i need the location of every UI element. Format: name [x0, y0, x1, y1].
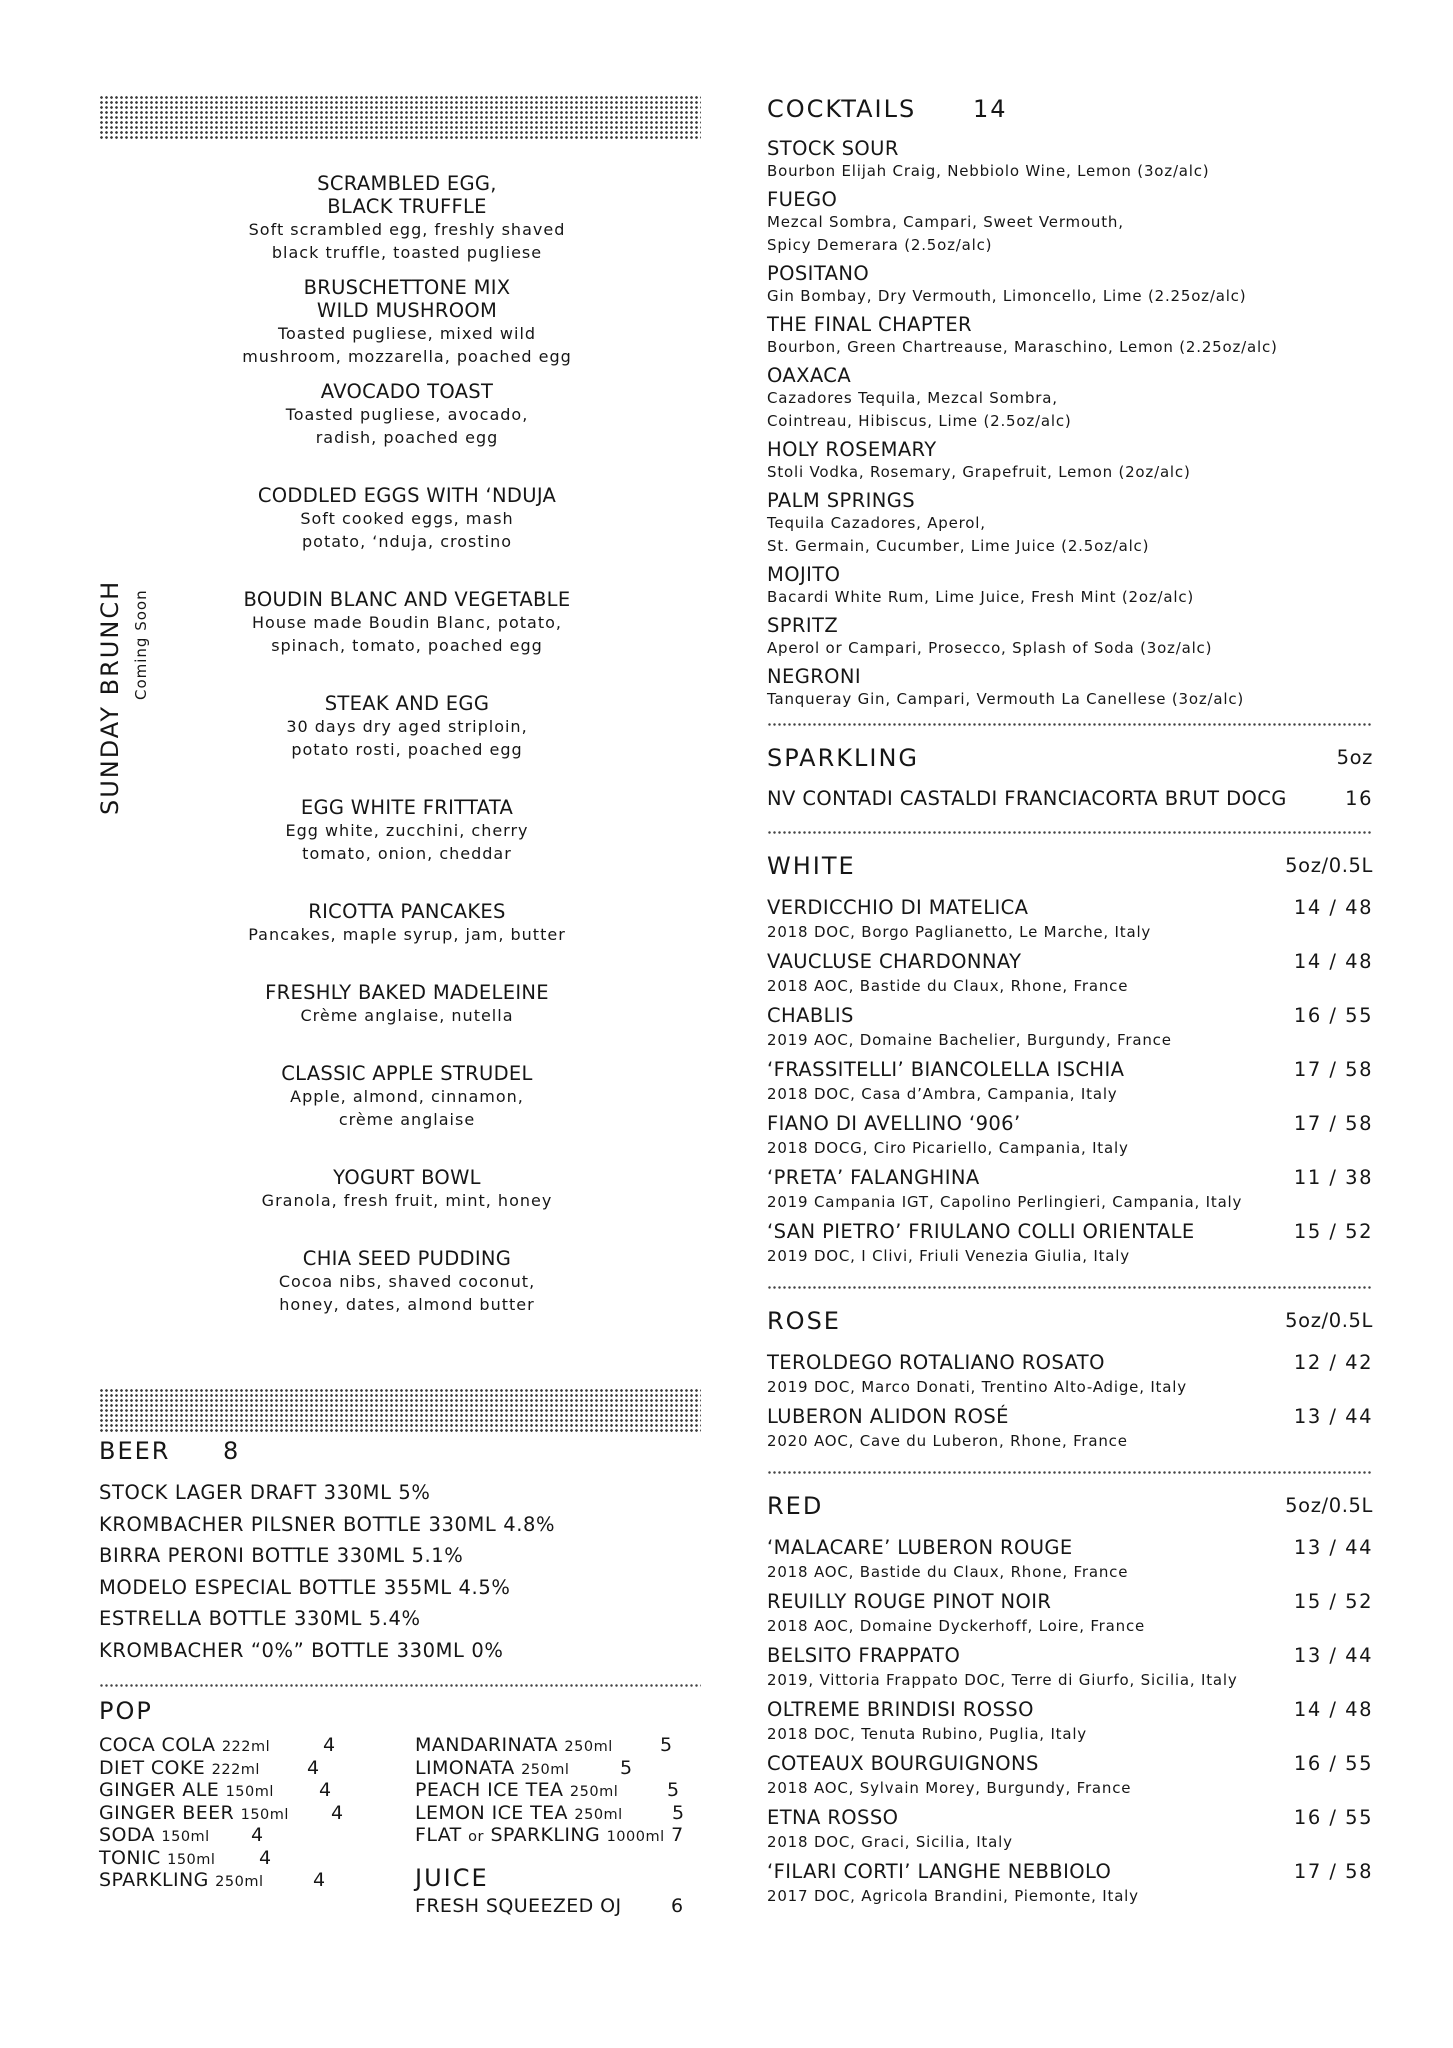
wine-name: VAUCLUSE CHARDONNAY: [767, 950, 1022, 973]
section-divider: [767, 831, 1373, 834]
brunch-item-desc: Granola, fresh fruit, mint, honey: [261, 1191, 553, 1210]
wine-name: LUBERON ALIDON ROSÉ: [767, 1405, 1009, 1428]
brunch-item-name-line2: WILD MUSHROOM: [316, 299, 498, 322]
beer-list: [99, 1481, 699, 1670]
pop-item-size: 250ml: [564, 1739, 613, 1755]
wine-item: [767, 1405, 1373, 1459]
brunch-item: [232, 1247, 582, 1351]
brunch-vertical-heading: [96, 579, 156, 820]
pop-item-price: 5: [620, 1756, 633, 1779]
wine-price: 13 / 44: [1293, 1536, 1373, 1559]
pop-item-price: 4: [313, 1869, 326, 1891]
pop-item-size: 250ml: [521, 1761, 570, 1778]
beer-item: KROMBACHER PILSNER BOTTLE 330ML 4.8%: [99, 1512, 556, 1536]
cocktail-item: [767, 490, 1373, 558]
cocktail-item: [767, 564, 1373, 609]
brunch-item-name: STEAK AND EGG: [324, 692, 490, 715]
pop-item-name: LEMON ICE TEA: [415, 1801, 568, 1824]
wine-desc: 2018 DOCG, Ciro Picariello, Campania, Italy: [767, 1139, 1129, 1157]
wine-item: [767, 1058, 1373, 1112]
pop-item-size: 150ml: [161, 1829, 210, 1845]
wine-desc: 2019, Vittoria Frappato DOC, Terre di Giurfo, Sicilia, Italy: [767, 1671, 1238, 1689]
pop-item-or: or: [468, 1829, 484, 1845]
cocktail-desc: Gin Bombay, Dry Vermouth, Limoncello, Lime (2.25oz/alc): [767, 287, 1247, 305]
pop-item-name: GINGER BEER: [99, 1801, 235, 1824]
pop-item: [415, 1757, 705, 1780]
pop-item-price: 5: [672, 1801, 685, 1824]
brunch-item-desc: House made Boudin Blanc, potato,: [252, 613, 562, 632]
wine-name: NV CONTADI CASTALDI FRANCIACORTA BRUT DOCG: [767, 787, 1287, 810]
pop-item-name: TONIC: [99, 1846, 161, 1869]
brunch-item: [232, 484, 582, 588]
pop-item-price: 4: [331, 1801, 344, 1824]
cocktail-name: HOLY ROSEMARY: [767, 438, 937, 461]
brunch-list: [232, 172, 582, 1351]
section-divider: [767, 723, 1373, 726]
pop-item-price: 7: [671, 1824, 684, 1846]
pop-item: [99, 1869, 359, 1892]
juice-item-price: 6: [671, 1895, 684, 1917]
brunch-item-desc: Cocoa nibs, shaved coconut,: [278, 1272, 536, 1291]
brunch-item: [232, 1166, 582, 1247]
brunch-item-name: RICOTTA PANCAKES: [308, 900, 506, 923]
red-unit: 5oz/0.5L: [1285, 1494, 1373, 1517]
beer-title: BEER: [99, 1437, 171, 1465]
brunch-item-name: BOUDIN BLANC AND VEGETABLE: [243, 588, 571, 611]
brunch-item-name: CHIA SEED PUDDING: [302, 1247, 512, 1270]
pop-list-left: [99, 1734, 359, 1892]
brunch-item-name: SCRAMBLED EGG,: [317, 172, 497, 195]
pop-item: [99, 1802, 359, 1825]
brunch-item-desc-line2: tomato, onion, cheddar: [302, 844, 512, 863]
white-list: [767, 896, 1373, 1274]
cocktail-desc-line2: Cointreau, Hibiscus, Lime (2.5oz/alc): [767, 412, 1072, 430]
brunch-item-desc: Toasted pugliese, mixed wild: [277, 324, 537, 343]
cocktail-item: [767, 439, 1373, 484]
brunch-item-desc-line2: radish, poached egg: [315, 428, 499, 447]
brunch-item-desc: Egg white, zucchini, cherry: [285, 821, 529, 840]
wine-price: 14 / 48: [1293, 950, 1373, 973]
wine-price: 13 / 44: [1293, 1644, 1373, 1667]
brunch-item-desc-line2: black truffle, toasted pugliese: [271, 243, 543, 262]
brunch-item-name: FRESHLY BAKED MADELEINE: [265, 981, 549, 1004]
wine-desc: 2019 DOC, Marco Donati, Trentino Alto-Adige, Italy: [767, 1378, 1187, 1396]
cocktail-name: THE FINAL CHAPTER: [767, 313, 973, 336]
beer-item: BIRRA PERONI BOTTLE 330ML 5.1%: [99, 1544, 464, 1567]
pop-item: [415, 1734, 705, 1757]
pop-item-name: FLAT: [415, 1824, 462, 1846]
cocktail-item: [767, 189, 1373, 257]
brunch-item-name: CLASSIC APPLE STRUDEL: [281, 1062, 533, 1085]
pop-item-name: LIMONATA: [415, 1756, 515, 1779]
pop-list-right: [415, 1734, 705, 1847]
wine-desc: 2018 AOC, Domaine Dyckerhoff, Loire, France: [767, 1617, 1146, 1635]
juice-item: [415, 1895, 695, 1918]
pop-item-name: PEACH ICE TEA: [415, 1779, 564, 1801]
wine-desc: 2019 AOC, Domaine Bachelier, Burgundy, France: [767, 1031, 1172, 1049]
pop-item: [415, 1802, 705, 1825]
cocktails-title: COCKTAILS: [767, 95, 917, 123]
brunch-item: [232, 900, 582, 981]
brunch-subtitle: Coming Soon: [132, 589, 150, 700]
wine-desc: 2018 DOC, Graci, Sicilia, Italy: [767, 1833, 1013, 1851]
cocktail-desc: Bacardi White Rum, Lime Juice, Fresh Mint (2oz/alc): [767, 588, 1195, 606]
pop-item-size: 250ml: [215, 1874, 264, 1890]
wine-name: ETNA ROSSO: [767, 1806, 899, 1829]
wine-desc: 2019 Campania IGT, Capolino Perlingieri, Campania, Italy: [767, 1193, 1243, 1211]
pop-item-size: 250ml: [569, 1784, 619, 1800]
juice-item-name: FRESH SQUEEZED OJ: [415, 1895, 622, 1917]
beer-item: MODELO ESPECIAL BOTTLE 355ML 4.5%: [99, 1575, 511, 1599]
white-unit: 5oz/0.5L: [1285, 854, 1373, 877]
cocktail-item: [767, 314, 1373, 359]
beer-item: STOCK LAGER DRAFT 330ML 5%: [99, 1481, 431, 1504]
cocktail-desc: Tequila Cazadores, Aperol,: [767, 514, 986, 532]
wine-item: [767, 950, 1373, 1004]
pop-item-size: 150ml: [240, 1806, 289, 1823]
wine-item: [767, 1590, 1373, 1644]
brunch-title: SUNDAY BRUNCH: [96, 579, 124, 815]
pop-title: POP: [99, 1697, 153, 1725]
red-heading: [767, 1492, 1373, 1536]
cocktail-desc: Aperol or Campari, Prosecco, Splash of Soda (3oz/alc): [767, 639, 1213, 657]
wine-item: [767, 1112, 1373, 1166]
wine-price: 11 / 38: [1293, 1166, 1373, 1189]
rose-title: ROSE: [767, 1307, 841, 1335]
beer-item: KROMBACHER “0%” BOTTLE 330ML 0%: [99, 1638, 504, 1662]
pop-item: [99, 1757, 359, 1780]
brunch-item-desc-line2: honey, dates, almond butter: [279, 1295, 535, 1314]
wine-item: [767, 1698, 1373, 1752]
wine-desc: 2019 DOC, I Clivi, Friuli Venezia Giulia, Italy: [767, 1247, 1130, 1265]
wine-desc: 2018 DOC, Borgo Paglianetto, Le Marche, Italy: [767, 923, 1152, 941]
beer-price: 8: [223, 1437, 241, 1465]
pop-item: [415, 1824, 705, 1847]
wine-price: 16 / 55: [1293, 1004, 1373, 1027]
wine-price: 16 / 55: [1293, 1752, 1373, 1775]
wine-name: VERDICCHIO DI MATELICA: [767, 896, 1029, 919]
rose-unit: 5oz/0.5L: [1285, 1309, 1373, 1332]
rose-list: [767, 1351, 1373, 1459]
brunch-item: [232, 380, 582, 484]
cocktail-desc: Mezcal Sombra, Campari, Sweet Vermouth,: [767, 213, 1124, 231]
cocktail-name: MOJITO: [767, 563, 841, 586]
brunch-item-desc-line2: potato, ‘nduja, crostino: [302, 532, 512, 551]
beer-item: ESTRELLA BOTTLE 330ML 5.4%: [99, 1607, 421, 1630]
cocktails-heading: [767, 95, 1373, 138]
bottom-dot-band: [99, 1388, 701, 1434]
wine-item: [767, 1166, 1373, 1220]
brunch-item-name-line2: BLACK TRUFFLE: [327, 195, 487, 218]
white-heading: [767, 852, 1373, 896]
wine-name: ‘FRASSITELLI’ BIANCOLELLA ISCHIA: [767, 1058, 1125, 1081]
pop-item-price: 5: [667, 1779, 680, 1801]
pop-item-size: 150ml: [167, 1851, 216, 1868]
cocktail-name: NEGRONI: [767, 665, 862, 688]
brunch-item-name: BRUSCHETTONE MIX: [303, 276, 511, 299]
wine-item: [767, 1752, 1373, 1806]
cocktail-item: [767, 615, 1373, 660]
cocktail-desc-line2: St. Germain, Cucumber, Lime Juice (2.5oz/alc): [767, 537, 1150, 555]
beer-heading: [99, 1437, 241, 1465]
pop-item-name: COCA COLA: [99, 1734, 216, 1756]
cocktail-desc: Tanqueray Gin, Campari, Vermouth La Canellese (3oz/alc): [767, 690, 1245, 708]
sparkling-item: [767, 787, 1373, 825]
sparkling-title: SPARKLING: [767, 744, 920, 772]
brunch-item: [232, 796, 582, 900]
pop-item-name: MANDARINATA: [415, 1734, 558, 1756]
wine-name: COTEAUX BOURGUIGNONS: [767, 1752, 1039, 1775]
pop-item-name: SPARKLING: [99, 1869, 209, 1891]
section-divider: [767, 1286, 1373, 1289]
wine-item: [767, 1644, 1373, 1698]
wine-name: BELSITO FRAPPATO: [767, 1644, 961, 1667]
wine-price: 12 / 42: [1293, 1351, 1373, 1374]
wine-item: [767, 1004, 1373, 1058]
wine-desc: 2018 AOC, Bastide du Claux, Rhone, France: [767, 977, 1129, 995]
cocktail-name: FUEGO: [767, 188, 838, 211]
white-title: WHITE: [767, 852, 856, 880]
pop-item: [99, 1847, 359, 1870]
wine-price: 13 / 44: [1293, 1405, 1373, 1428]
wine-desc: 2018 DOC, Casa d’Ambra, Campania, Italy: [767, 1085, 1118, 1103]
pop-item-price: 5: [660, 1734, 673, 1756]
wine-name: ‘PRETA’ FALANGHINA: [767, 1166, 980, 1189]
wine-price: 17 / 58: [1293, 1112, 1373, 1135]
brunch-item: [232, 172, 582, 276]
wine-name: ‘FILARI CORTI’ LANGHE NEBBIOLO: [767, 1860, 1112, 1883]
cocktail-desc: Bourbon Elijah Craig, Nebbiolo Wine, Lemon (3oz/alc): [767, 162, 1210, 180]
pop-item-size: 222ml: [221, 1739, 271, 1755]
cocktail-item: [767, 138, 1373, 183]
brunch-item-name: CODDLED EGGS WITH ‘NDUJA: [257, 484, 557, 507]
pop-item-size: 250ml: [574, 1806, 623, 1823]
pop-item: [99, 1824, 359, 1847]
wine-item: [767, 896, 1373, 950]
pop-item-name: DIET COKE: [99, 1756, 206, 1779]
pop-item-name: GINGER ALE: [99, 1779, 220, 1801]
brunch-item-desc: Soft cooked eggs, mash: [300, 509, 514, 528]
brunch-item-desc-line2: spinach, tomato, poached egg: [271, 636, 543, 655]
pop-item-price: 4: [259, 1846, 272, 1869]
brunch-item-desc-line2: crème anglaise: [338, 1110, 476, 1129]
pop-item-price: 4: [251, 1824, 264, 1846]
sparkling-heading: [767, 744, 1373, 787]
wine-price: 16 / 55: [1293, 1806, 1373, 1829]
cocktail-desc: Bourbon, Green Chartreause, Maraschino, Lemon (2.25oz/alc): [767, 338, 1278, 356]
brunch-item: [232, 981, 582, 1062]
wine-name: ‘SAN PIETRO’ FRIULANO COLLI ORIENTALE: [767, 1220, 1195, 1243]
pop-item-name: SODA: [99, 1824, 155, 1846]
pop-item: [415, 1779, 705, 1802]
wine-item: [767, 1536, 1373, 1590]
cocktail-item: [767, 365, 1373, 433]
rose-heading: [767, 1307, 1373, 1351]
cocktail-desc-line2: Spicy Demerara (2.5oz/alc): [767, 236, 993, 254]
brunch-item: [232, 588, 582, 692]
cocktail-name: SPRITZ: [767, 614, 839, 637]
wine-name: CHABLIS: [767, 1004, 854, 1027]
brunch-item-name: YOGURT BOWL: [333, 1166, 481, 1189]
cocktail-name: PALM SPRINGS: [767, 489, 916, 512]
cocktail-name: POSITANO: [767, 262, 870, 285]
wine-desc: 2020 AOC, Cave du Luberon, Rhone, France: [767, 1432, 1128, 1450]
brunch-item-desc: Apple, almond, cinnamon,: [290, 1087, 524, 1106]
pop-item-price: 4: [323, 1734, 336, 1756]
wine-name: FIANO DI AVELLINO ‘906’: [767, 1112, 1021, 1135]
wine-price: 14 / 48: [1293, 896, 1373, 919]
wine-desc: 2018 AOC, Sylvain Morey, Burgundy, France: [767, 1779, 1132, 1797]
section-divider: [767, 1471, 1373, 1474]
wine-name: REUILLY ROUGE PINOT NOIR: [767, 1590, 1052, 1613]
cocktail-name: STOCK SOUR: [767, 137, 899, 160]
wine-price: 15 / 52: [1293, 1590, 1373, 1613]
cocktails-list: [767, 138, 1373, 711]
wine-price: 17 / 58: [1293, 1860, 1373, 1883]
brunch-item: [232, 692, 582, 796]
wine-desc: 2017 DOC, Agricola Brandini, Piemonte, Italy: [767, 1887, 1139, 1905]
cocktail-desc: Cazadores Tequila, Mezcal Sombra,: [767, 389, 1058, 407]
wine-item: [767, 1220, 1373, 1274]
brunch-item: [232, 276, 582, 380]
beer-divider: [99, 1684, 701, 1687]
cocktail-item: [767, 666, 1373, 711]
wine-item: [767, 1860, 1373, 1914]
brunch-item-desc: Pancakes, maple syrup, jam, butter: [248, 925, 566, 944]
pop-item-price: 4: [307, 1756, 320, 1779]
cocktails-price: 14: [973, 95, 1008, 123]
wine-price: 14 / 48: [1293, 1698, 1373, 1721]
top-dot-band: [99, 95, 701, 141]
brunch-item: [232, 1062, 582, 1166]
wine-price: 15 / 52: [1293, 1220, 1373, 1243]
pop-item-name-alt: SPARKLING: [490, 1824, 601, 1846]
cocktail-item: [767, 263, 1373, 308]
drinks-column: [767, 95, 1373, 1914]
brunch-item-desc: Toasted pugliese, avocado,: [285, 405, 529, 424]
sparkling-unit: 5oz: [1336, 746, 1373, 769]
pop-item-size: 150ml: [225, 1784, 274, 1800]
pop-item-size: 1000ml: [606, 1829, 665, 1845]
brunch-item-desc: Soft scrambled egg, freshly shaved: [248, 220, 566, 239]
brunch-item-desc: Crème anglaise, nutella: [300, 1006, 514, 1025]
wine-item: [767, 1806, 1373, 1860]
pop-item: [99, 1734, 359, 1757]
pop-item: [99, 1779, 359, 1802]
brunch-item-desc: 30 days dry aged striploin,: [286, 717, 528, 736]
cocktail-name: OAXACA: [767, 364, 852, 387]
brunch-item-name: EGG WHITE FRITTATA: [300, 796, 514, 819]
brunch-item-desc-line2: mushroom, mozzarella, poached egg: [242, 347, 572, 366]
wine-name: TEROLDEGO ROTALIANO ROSATO: [767, 1351, 1105, 1374]
pop-item-size: 222ml: [211, 1761, 260, 1778]
wine-item: [767, 1351, 1373, 1405]
wine-name: ‘MALACARE’ LUBERON ROUGE: [767, 1536, 1073, 1559]
wine-desc: 2018 AOC, Bastide du Claux, Rhone, France: [767, 1563, 1129, 1581]
wine-name: OLTREME BRINDISI ROSSO: [767, 1698, 1034, 1721]
red-list: [767, 1536, 1373, 1914]
wine-desc: 2018 DOC, Tenuta Rubino, Puglia, Italy: [767, 1725, 1087, 1743]
pop-item-price: 4: [319, 1779, 332, 1801]
brunch-item-desc-line2: potato rosti, poached egg: [291, 740, 523, 759]
red-title: RED: [767, 1492, 824, 1520]
cocktail-desc: Stoli Vodka, Rosemary, Grapefruit, Lemon (2oz/alc): [767, 463, 1191, 481]
brunch-item-name: AVOCADO TOAST: [320, 380, 494, 403]
wine-price: 16: [1345, 787, 1373, 810]
juice-title: JUICE: [415, 1864, 489, 1892]
wine-price: 17 / 58: [1293, 1058, 1373, 1081]
